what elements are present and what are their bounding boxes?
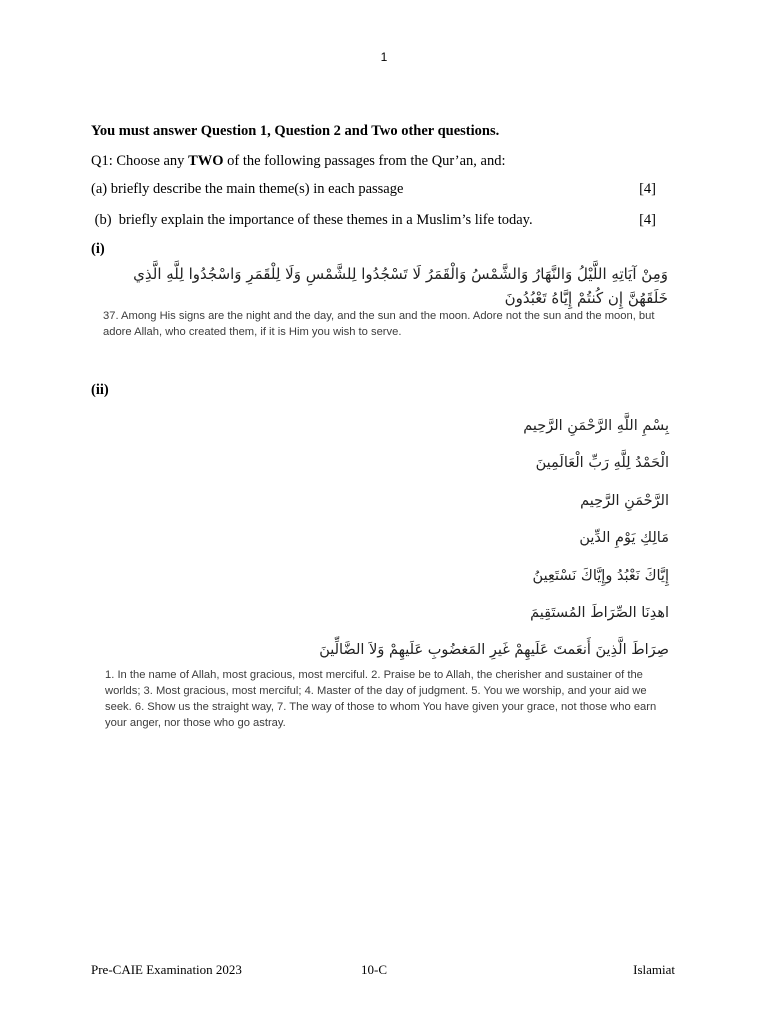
arabic-verse-line: بِسْمِ اللَّهِ الرَّحْمَنِ الرَّحِيم <box>523 418 669 434</box>
question-part-b <box>91 212 656 229</box>
page-number: 1 <box>380 50 388 64</box>
part-a-text: (a) briefly describe the main theme(s) in each passage <box>91 181 404 197</box>
arabic-verse-line: الْحَمْدُ لِلَّهِ رَبِّ الْعَالَمِينَ <box>535 455 669 472</box>
q1-suffix: of the following passages from the Qur’an, and: <box>223 153 506 169</box>
arabic-verse-line: مَالِكِ يَوْمِ الدِّين <box>579 530 669 547</box>
question-1-prompt <box>91 153 506 170</box>
passage-i-translation: 37. Among His signs are the night and the day, and the sun and the moon. Adore not the sun and the moon, but adore Allah, who created them, if it is Him you wish to serve. <box>103 310 655 338</box>
arabic-verse-line: الرَّحْمَنِ الرَّحِيم <box>580 492 669 509</box>
part-b-text: (b) briefly explain the importance of these themes in a Muslim’s life today. <box>91 212 533 228</box>
arabic-verse-line: اهدِنَا الصِّرَاطَ المُستَقِيمَ <box>530 604 669 621</box>
passage-i-arabic: وَمِنْ آيَاتِهِ اللَّيْلُ وَالنَّهَارُ وَالشَّمْسُ وَالْقَمَرُ لَا تَسْجُدُوا لِلشَّمْسِ وَلَا لِلْقَمَرِ وَاسْجُدُوا لِلَّهِ الَّذِي خَلَقَهُنَّ إِن كُنتُمْ إِيَّاهُ تَعْبُدُونَ <box>133 265 668 307</box>
part-a-mark: [4] <box>639 181 656 197</box>
q1-emphasis: TWO <box>188 153 224 169</box>
passage-ii-arabic <box>169 414 669 676</box>
passage-i-label: (i) <box>91 241 105 257</box>
question-part-a <box>91 181 656 198</box>
arabic-verse-line: صِرَاطَ الَّذِينَ أَنعَمتَ عَلَيهِمْ غَيرِ المَغضُوبِ عَلَيهِمْ وَلاَ الضَّالِّينَ <box>319 642 669 659</box>
q1-prefix: Q1: Choose any <box>91 153 189 169</box>
passage-ii-translation: 1. In the name of Allah, most gracious, most merciful. 2. Praise be to Allah, the cherisher and sustainer of the worlds; 3. Most gracious, most merciful; 4. Master of the day of judgment. 5. You we worship, and your aid we seek. 6. Show us the straight way, 7. The way of those to whom You have given your grace, not those who earn your anger, nor those who go astray. <box>105 669 657 729</box>
exam-instruction: You must answer Question 1, Question 2 and Two other questions. <box>91 123 500 139</box>
arabic-verse-line: إِيَّاكَ نَعْبُدُ وإِيَّاكَ نَسْتَعِينُ <box>532 567 669 584</box>
footer-exam-name: Pre-CAIE Examination 2023 <box>91 962 242 977</box>
passage-ii-label: (ii) <box>91 382 109 398</box>
footer-class: 10-C <box>361 962 387 977</box>
footer-subject: Islamiat <box>633 962 675 977</box>
part-b-mark: [4] <box>639 212 656 228</box>
